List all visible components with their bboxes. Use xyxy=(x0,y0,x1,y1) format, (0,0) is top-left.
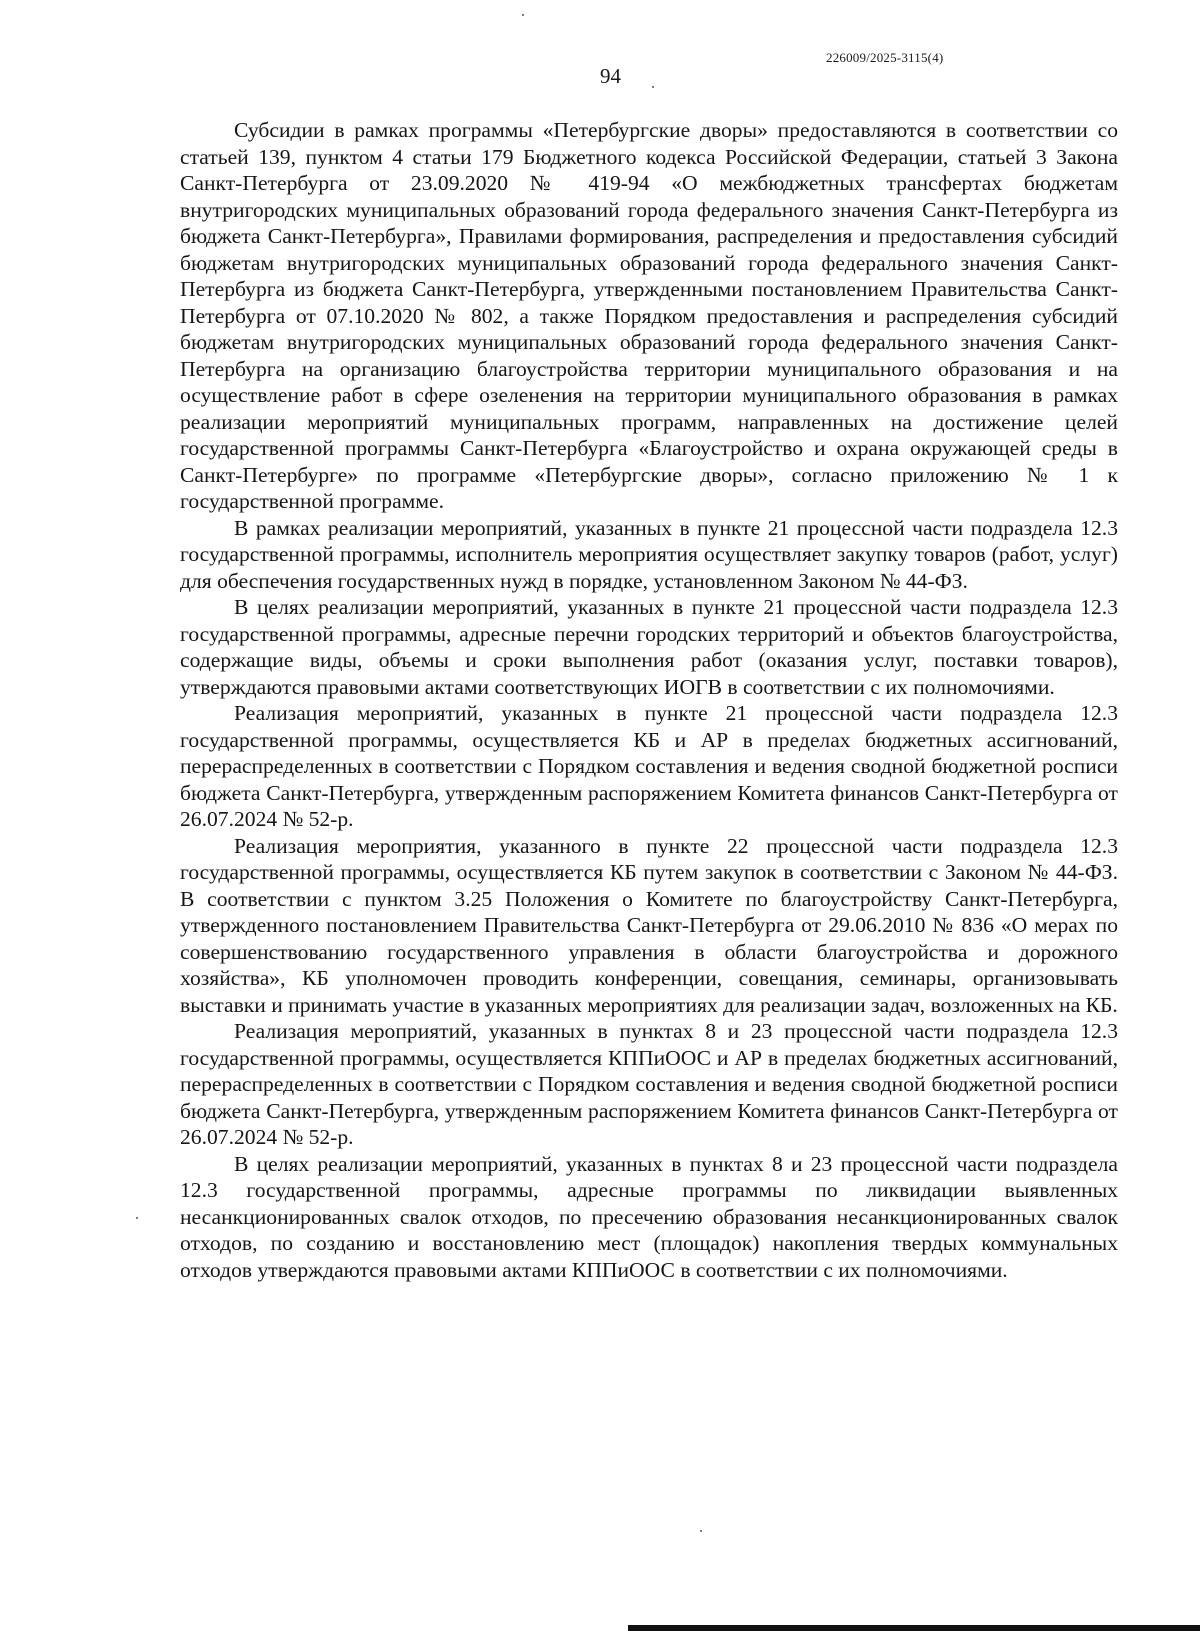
paragraph-address-lists-item-21: В целях реализации мероприятий, указанных в пункте 21 процессной части подраздела 12.3 государственной программы, адресные перечни городских территорий и объектов благоустройства, содержащие виды, объемы и сроки выполнения работ (оказания услуг, поставки товаров), утверждаются правовыми актами соответствующих ИОГВ в соответствии с их полномочиями. xyxy=(180,595,1118,699)
paragraph-implementation-items-8-23: Реализация мероприятий, указанных в пунктах 8 и 23 процессной части подраздела 12.3 государственной программы, осуществляется КППиООС и АР в пределах бюджетных ассигнований, перераспределенных в соответствии с Порядком составления и ведения сводной бюджетной росписи бюджета Санкт-Петербурга, утвержденным распоряжением Комитета финансов Санкт-Петербурга от 26.07.2024 № 52-р. xyxy=(180,1019,1118,1149)
document-body xyxy=(180,117,1118,1283)
scan-edge-bar xyxy=(628,1625,1200,1631)
page-number: 94 xyxy=(600,64,621,88)
paragraph-address-programs-items-8-23: В целях реализации мероприятий, указанных в пунктах 8 и 23 процессной части подраздела 12.3 государственной программы, адресные программы по ликвидации выявленных несанкционированных свалок отходов, по пресечению образования несанкционированных свалок отходов, по созданию и восстановлению мест (площадок) накопления твердых коммунальных отходов утверждаются правовыми актами КППиООС в соответствии с их полномочиями. xyxy=(180,1151,1118,1282)
document-registration-number: 226009/2025-3115(4) xyxy=(826,50,944,65)
scan-speck xyxy=(652,86,654,88)
scan-speck xyxy=(700,1530,702,1532)
paragraph-implementation-item-22: Реализация мероприятия, указанного в пункте 22 процессной части подраздела 12.3 государственной программы, осуществляется КБ путем закупок в соответствии с Законом № 44-ФЗ. В соответствии с пунктом 3.25 Положения о Комитете по благоустройству Санкт-Петербурга, утвержденного постановлением Правительства Санкт-Петербурга от 29.06.2010 № 836 «О мерах по совершенствованию государственного управления в области благоустройства и дорожного хозяйства», КБ уполномочен проводить конференции, совещания, семинары, организовывать выставки и принимать участие в указанных мероприятиях для реализации задач, возложенных на КБ. xyxy=(180,833,1118,1017)
scan-speck xyxy=(136,1217,138,1219)
paragraph-implementation-item-21: Реализация мероприятий, указанных в пункте 21 процессной части подраздела 12.3 государственной программы, осуществляется КБ и АР в пределах бюджетных ассигнований, перераспределенных в соответствии с Порядком составления и ведения сводной бюджетной росписи бюджета Санкт-Петербурга, утвержденным распоряжением Комитета финансов Санкт-Петербурга от 26.07.2024 № 52-р. xyxy=(180,701,1118,831)
paragraph-subsidies-petersburg-yards: Субсидии в рамках программы «Петербургские дворы» предоставляются в соответствии со статьей 139, пунктом 4 статьи 179 Бюджетного кодекса Российской Федерации, статьей 3 Закона Санкт-Петербурга от 23.09.2020 № 419-94 «О межбюджетных трансфертах бюджетам внутригородских муниципальных образований города федерального значения Санкт-Петербурга из бюджета Санкт-Петербурга», Правилами формирования, распределения и предоставления субсидий бюджетам внутригородских муниципальных образований города федерального значения Санкт-Петербурга из бюджета Санкт-Петербурга, утвержденными постановлением Правительства Санкт-Петербурга от 07.10.2020 № 802, а также Порядком предоставления и распределения субсидий бюджетам внутригородских муниципальных образований города федерального значения Санкт-Петербурга на организацию благоустройства территории муниципального образования и на осуществление работ в сфере озеленения на территории муниципального образования в рамках реализации мероприятий муниципальных программ, направленных на достижение целей государственной программы Санкт-Петербурга «Благоустройство и охрана окружающей среды в Санкт-Петербурге» по программе «Петербургские дворы», согласно приложению № 1 к государственной программе. xyxy=(180,118,1118,513)
scan-speck xyxy=(522,14,524,16)
paragraph-procurement-item-21: В рамках реализации мероприятий, указанных в пункте 21 процессной части подраздела 12.3 государственной программы, исполнитель мероприятия осуществляет закупку товаров (работ, услуг) для обеспечения государственных нужд в порядке, установленном Законом № 44-ФЗ. xyxy=(180,515,1118,593)
